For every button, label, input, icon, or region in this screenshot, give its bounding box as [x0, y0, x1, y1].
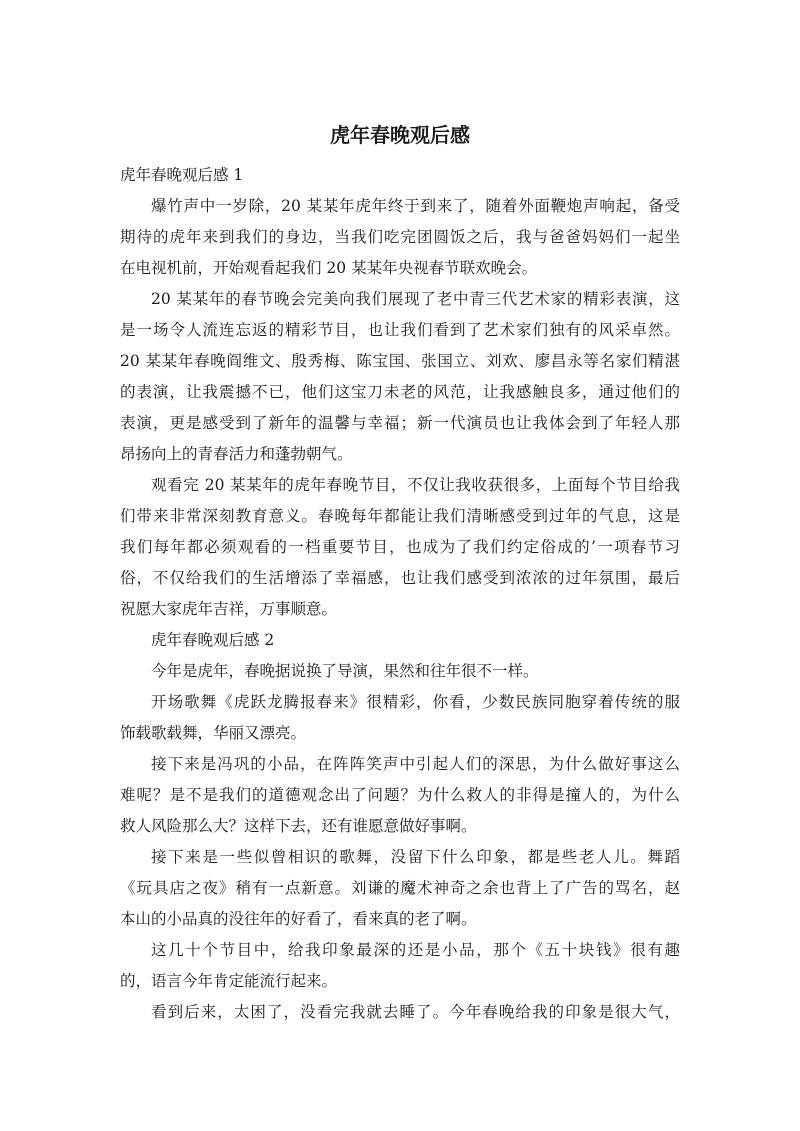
text-line: 们带来非常深刻教育意义。春晚每年都能让我们清晰感受到过年的气息，这是: [120, 507, 680, 525]
text-line: 昂扬向上的青春活力和蓬勃朝气。: [120, 445, 353, 463]
text-line: 表演，更是感受到了新年的温馨与幸福；新一代演员也让我体会到了年轻人那: [120, 414, 680, 432]
text-line: 观看完 20 某某年的虎年春晚节目，不仅让我收获很多，上面每个节目给我: [151, 476, 680, 494]
text-line: 祝愿大家虎年吉祥，万事顺意。: [120, 600, 338, 618]
text-line: 《玩具店之夜》稍有一点新意。刘谦的魔术神奇之余也背上了广告的骂名，赵: [120, 879, 680, 897]
text-line: 难呢？是不是我们的道德观念出了问题？为什么救人的非得是撞人的，为什么: [120, 786, 680, 804]
text-line: 今年是虎年，春晚据说换了导演，果然和往年很不一样。: [151, 662, 539, 680]
text-line: 本山的小品真的没往年的好看了，看来真的老了啊。: [120, 910, 477, 928]
text-line: 接下来是冯巩的小品，在阵阵笑声中引起人们的深思，为什么做好事这么: [151, 755, 680, 773]
text-line: 在电视机前，开始观看起我们 20 某某年央视春节联欢晚会。: [120, 259, 538, 277]
text-line: 20 某某年春晚阎维文、殷秀梅、陈宝国、张国立、刘欢、廖昌永等名家们精湛: [120, 352, 680, 370]
text-line: 饰载歌载舞，华丽又漂亮。: [120, 724, 307, 742]
text-line: 开场歌舞《虎跃龙腾报春来》很精彩，你看，少数民族同胞穿着传统的服: [151, 693, 680, 711]
text-line: 的，语言今年肯定能流行起来。: [120, 972, 338, 990]
text-line: 爆竹声中一岁除，20 某某年虎年终于到来了，随着外面鞭炮声响起，备受: [151, 197, 680, 215]
text-line: 的表演，让我震撼不已，他们这宝刀未老的风范，让我感触良多，通过他们的: [120, 383, 680, 401]
text-line: 接下来是一些似曾相识的歌舞，没留下什么印象，都是些老人儿。舞蹈: [151, 848, 680, 866]
text-line: 虎年春晚观后感 2: [151, 631, 275, 649]
text-line: 期待的虎年来到我们的身边，当我们吃完团圆饭之后，我与爸爸妈妈们一起坐: [120, 228, 680, 246]
text-line: 看到后来，太困了，没看完我就去睡了。今年春晚给我的印象是很大气，: [151, 1003, 680, 1021]
document-title: 虎年春晚观后感: [330, 123, 470, 147]
text-line: 虎年春晚观后感 1: [120, 166, 244, 184]
text-line: 是一场令人流连忘返的精彩节目，也让我们看到了艺术家们独有的风采卓然。: [120, 321, 680, 339]
text-line: 救人风险那么大？这样下去，还有谁愿意做好事啊。: [120, 817, 477, 835]
document-body: [120, 160, 680, 1028]
text-line: 俗，不仅给我们的生活增添了幸福感，也让我们感受到浓浓的过年氛围，最后: [120, 569, 680, 587]
text-line: 20 某某年的春节晚会完美向我们展现了老中青三代艺术家的精彩表演，这: [151, 290, 680, 308]
text-line: 这几十个节目中，给我印象最深的还是小品，那个《五十块钱》很有趣: [151, 941, 680, 959]
text-line: 我们每年都必须观看的一档重要节目，也成为了我们约定俗成的’一项春节习: [120, 538, 680, 556]
